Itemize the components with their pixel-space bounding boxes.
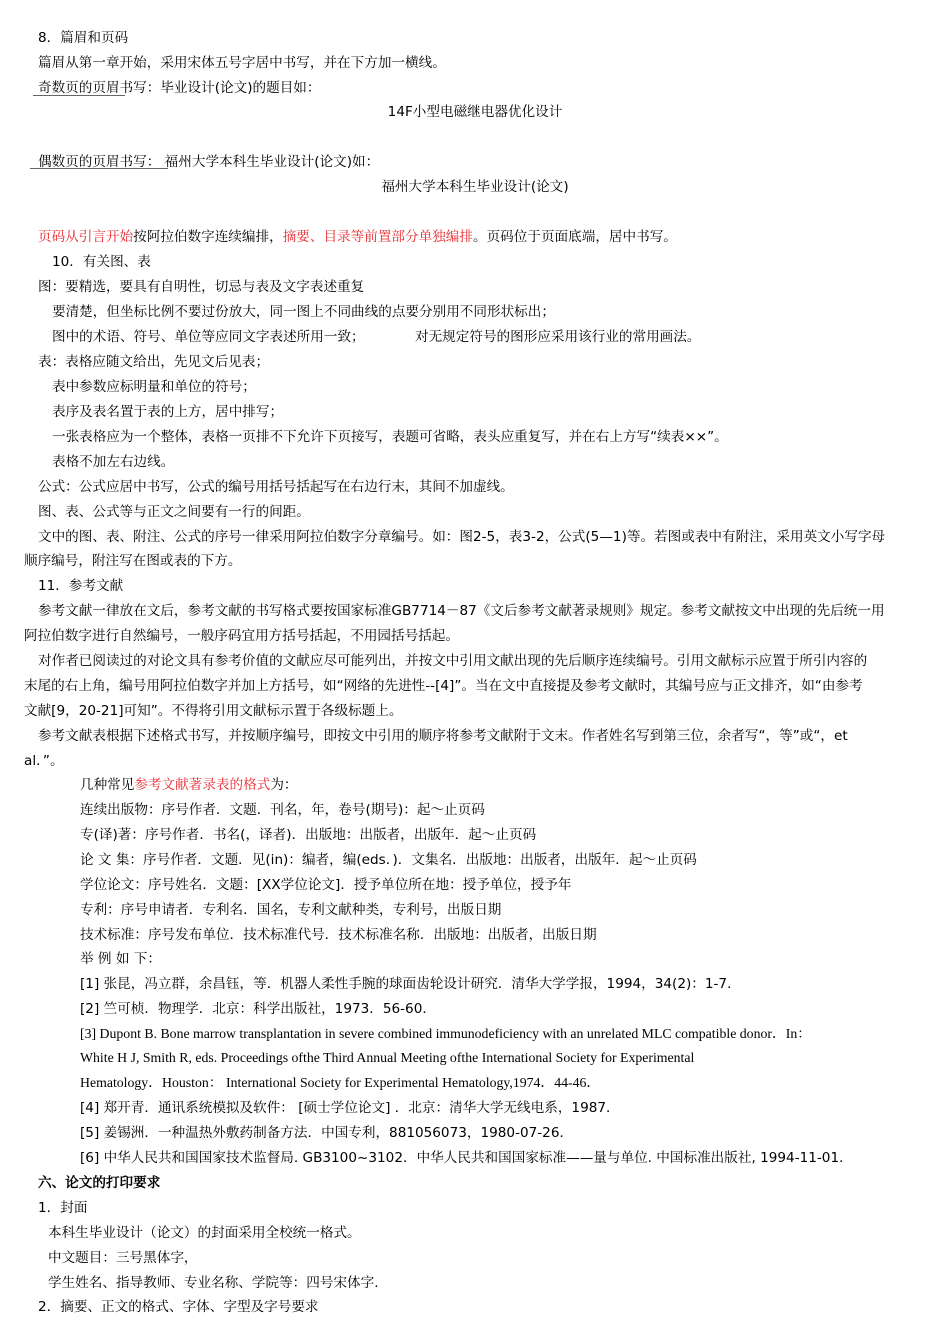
section-8-heading: 8．篇眉和页码 (38, 30, 129, 46)
format-patent: 专利：序号申请者．专利名．国名，专利文献种类，专利号，出版日期 (80, 902, 502, 918)
figure-rule-2: 要清楚，但坐标比例不要过份放大，同一图上不同曲线的点要分别用不同形状标出； (52, 304, 555, 320)
example-2: [2] 竺可桢．物理学．北京：科学出版社，1973．56-60． (80, 1001, 436, 1017)
formats-intro-highlight: 参考文献著录表的格式 (134, 777, 271, 793)
spacing-rule: 图、表、公式等与正文之间要有一行的间距。 (38, 504, 310, 520)
even-label-underline (30, 168, 168, 169)
cover-rule-3: 学生姓名、指导教师、专业名称、学院等：四号宋体字. (48, 1275, 379, 1291)
page-number-front: 摘要、目录等前置部分单独编排 (282, 229, 473, 245)
format-proceedings: 论 文 集：序号作者．文题．见(in)：编者，编(eds．)．文集名．出版地：出版者，出版年．起～止页码 (80, 852, 697, 868)
page-number-rule (38, 228, 677, 246)
figure-rule-1: 图：要精选，要具有自明性，切忌与表及文字表述重复 (38, 279, 365, 295)
example-1: [1] 张昆，冯立群，余昌钰，等．机器人柔性手腕的球面齿轮设计研究．清华大学学报，1994，34(2)：1-7． (80, 976, 741, 992)
numbering-rule-2: 顺序编号，附注写在图或表的下方。 (24, 553, 242, 569)
table-rule-1: 表：表格应随文给出，先见文后见表； (38, 354, 270, 370)
page-number-end: 。页码位于页面底端，居中书写。 (473, 229, 677, 245)
format-serial: 连续出版物：序号作者．文题．刊名，年，卷号(期号)：起～止页码 (80, 802, 485, 818)
references-para-1b: 阿拉伯数字进行自然编号，一般序码宜用方括号括起，不用园括号括起。 (24, 628, 459, 644)
example-3c: Hematology．Houston： International Society for Experimental Hematology,1974．44-46． (80, 1075, 601, 1090)
formats-intro-pre: 几种常见 (80, 777, 135, 793)
references-para-2a: 对作者已阅读过的对论文具有参考价值的文献应尽可能列出，并按文中引用文献出现的先后顺序连续编号。引用文献标示应置于所引内容的 (38, 653, 868, 669)
table-rule-5: 表格不加左右边线。 (52, 454, 175, 470)
example-3b: White H J, Smith R, eds. Proceedings ofthe Third Annual Meeting ofthe International Society for Experimental (80, 1050, 695, 1065)
page-number-start: 页码从引言开始 (38, 229, 134, 245)
odd-label-underline (33, 95, 125, 96)
example-3a: [3] Dupont B. Bone marrow transplantation in severe combined immunodeficiency with an unrelated MLC compatible donor．In： (80, 1026, 812, 1041)
references-para-3a: 参考文献表根据下述格式书写，并按顺序编号，即按文中引用的顺序将参考文献附于文末。作者姓名写到第三位，余者写“，等”或“，et (38, 728, 848, 744)
references-para-2b: 末尾的右上角，编号用阿拉伯数字并加上方括号，如“网络的先进性--[4]”。当在文中直接提及参考文献时，其编号应与正文排齐，如“由参考 (24, 678, 863, 694)
references-para-3b: al．”。 (24, 753, 64, 769)
formula-rule: 公式：公式应居中书写，公式的编号用括号括起写在右边行末，其间不加虚线。 (38, 479, 514, 495)
section-11-heading: 11．参考文献 (38, 578, 124, 594)
table-rule-3: 表序及表名置于表的上方，居中排写； (52, 404, 284, 420)
figure-rule-3a: 图中的术语、符号、单位等应同文字表述所用一致； (52, 329, 365, 345)
subsection-1-heading: 1．封面 (38, 1200, 88, 1216)
example-4: [4] 郑开青．通讯系统模拟及软件： [硕士学位论文] ．北京：清华大学无线电系，1987． (80, 1100, 620, 1116)
example-5: [5] 姜锡洲．一种温热外敷药制备方法．中国专利，881056073，1980-07-26． (80, 1125, 574, 1141)
references-para-1a: 参考文献一律放在文后，参考文献的书写格式要按国家标准GB7714－87《文后参考文献著录规则》规定。参考文献按文中出现的先后统一用 (38, 603, 885, 619)
references-para-2c: 文献[9，20-21]可知”。不得将引用文献标示置于各级标题上。 (24, 703, 403, 719)
formats-intro (80, 776, 298, 794)
example-6: [6] 中华人民共和国国家技术监督局. GB3100~3102．中华人民共和国国家标准——量与单位. 中国标准出版社, 1994-11-01． (80, 1150, 853, 1166)
even-page-label: 偶数页的页眉书写： (38, 154, 161, 170)
cover-rule-2: 中文题目：三号黑体字， (48, 1250, 198, 1266)
figure-rule-3b: 对无规定符号的图形应采用该行业的常用画法。 (415, 329, 701, 345)
formats-intro-post: 为： (270, 777, 298, 793)
page-number-mid: 按阿拉伯数字连续编排， (133, 229, 283, 245)
format-thesis: 学位论文：序号姓名．文题：[XX学位论文]．授予单位所在地：授予单位，授予年 (80, 877, 572, 893)
section-10-heading: 10．有关图、表 (52, 254, 151, 270)
even-page-desc: 福州大学本科生毕业设计(论文)如： (164, 154, 380, 170)
cover-rule-1: 本科生毕业设计（论文）的封面采用全校统一格式。 (48, 1225, 361, 1241)
odd-header-example: 14F小型电磁继电器优化设计 (387, 104, 563, 120)
even-header-example: 福州大学本科生毕业设计(论文) (381, 179, 569, 195)
format-standard: 技术标准：序号发布单位．技术标准代号．技术标准名称．出版地：出版者，出版日期 (80, 927, 597, 943)
table-rule-2: 表中参数应标明量和单位的符号； (52, 379, 256, 395)
table-rule-4: 一张表格应为一个整体，表格一页排不下允许下页接写，表题可省略，表头应重复写，并在右上方写“续表××”。 (52, 429, 728, 445)
odd-page-desc: 书写：毕业设计(论文)的题目如： (119, 80, 321, 96)
subsection-2-heading: 2．摘要、正文的格式、字体、字型及字号要求 (38, 1299, 319, 1315)
section-6-heading: 六、论文的打印要求 (38, 1175, 161, 1191)
numbering-rule-1: 文中的图、表、附注、公式的序号一律采用阿拉伯数字分章编号。如：图2-5，表3-2，公式(5—1)等。若图或表中有附注，采用英文小写字母 (38, 529, 886, 545)
examples-heading: 举 例 如 下： (80, 951, 161, 967)
format-monograph: 专(译)著：序号作者．书名(，译者)．出版地：出版者，出版年．起～止页码 (80, 827, 537, 843)
odd-page-label: 奇数页的页眉 (38, 80, 120, 96)
header-rule-text: 篇眉从第一章开始，采用宋体五号字居中书写，并在下方加一横线。 (38, 55, 446, 71)
